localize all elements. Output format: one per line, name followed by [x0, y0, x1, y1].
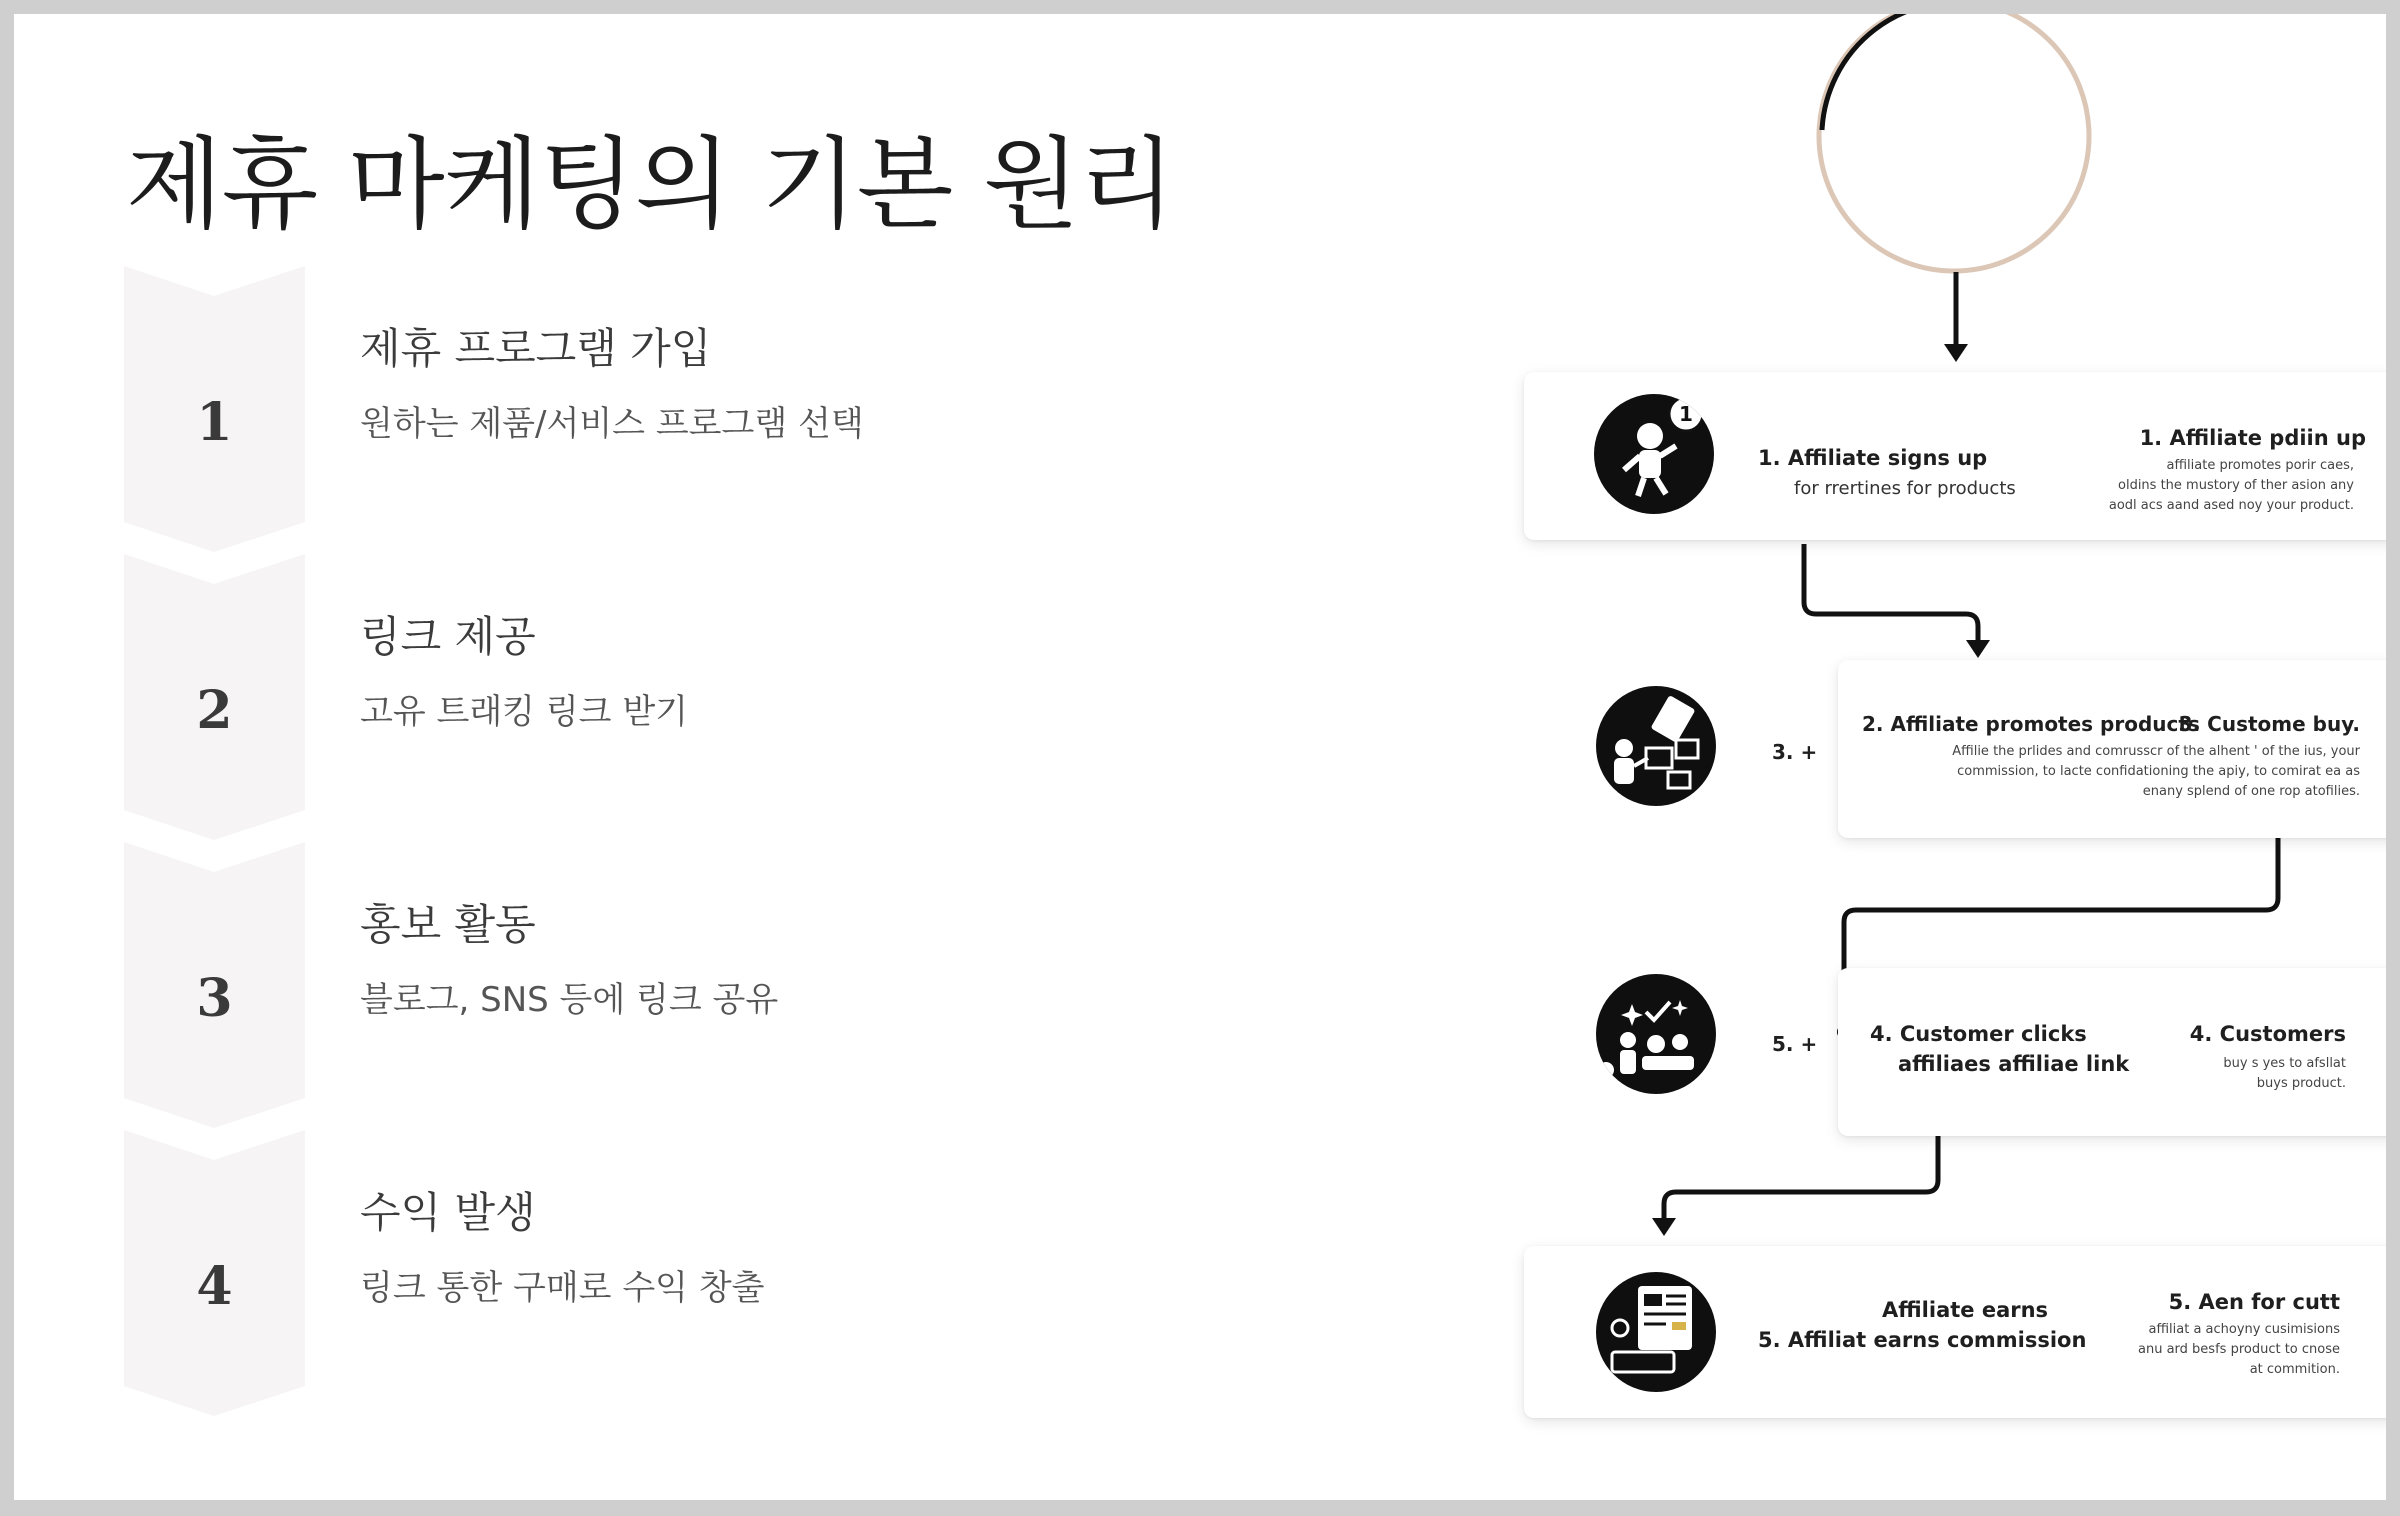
flow-card-2-title: 2. Affiliate promotes products — [1862, 712, 2200, 736]
slide — [14, 14, 2386, 1500]
flow-card-1-notes: affiliate promotes porir caes, oldins the mustory of ther asion any aodl acs aand ased noy your product. — [2108, 458, 2354, 513]
flow-card-4-subtitle: 5. Affiliat earns commission — [1758, 1328, 2087, 1352]
person-badge-icon — [1594, 394, 1714, 514]
flow-card-4-right-title: 5. Aen for cutt — [2168, 1290, 2340, 1314]
flow-card-3-title: 4. Customer clicks — [1870, 1022, 2087, 1046]
step-number: 1 — [196, 392, 233, 453]
group-celebration-icon — [1596, 974, 1716, 1094]
step-number: 3 — [196, 968, 233, 1029]
flow-marker: 5. + — [1772, 1032, 1818, 1056]
flow-card-3-right-title: 4. Customers — [2189, 1022, 2346, 1046]
step-title: 홍보 활동 — [360, 900, 536, 949]
flow-card-1-title: 1. Affiliate signs up — [1758, 446, 1988, 470]
step-description: 블로그, SNS 등에 링크 공유 — [360, 980, 779, 1020]
step-title: 수익 발생 — [360, 1188, 536, 1237]
presenter-board-icon — [1596, 686, 1716, 806]
step-number: 4 — [196, 1256, 233, 1317]
flow-card-2-notes: Affilie the prlides and comrusscr of the alhent ' of the ius, your commission, to lacte confidationing the apiy, to comirat ea as enany splend of one rop atofilies. — [1952, 744, 2360, 799]
flow-card-4-title: Affiliate earns — [1882, 1298, 2049, 1322]
flow-card-4-notes: affiliat a achoyny cusimisions anu ard besfs product to cnose at commition. — [2138, 1322, 2340, 1377]
flow-card-2-right-title: 3. Custome buy. — [2178, 712, 2360, 736]
step-title: 링크 제공 — [360, 612, 536, 661]
flow-card-3-notes: buy s yes to afsllat buys product. — [2223, 1056, 2346, 1091]
flow-card-3-subtitle: affiliaes affiliae link — [1898, 1052, 2130, 1076]
flow-card-1-right-title: 1. Affiliate pdiin up — [2139, 426, 2366, 450]
page-title: 제휴 마케팅의 기본 원리 — [126, 126, 1175, 243]
badge-number: 1 — [1679, 402, 1693, 426]
step-number: 2 — [196, 680, 233, 741]
step-title: 제휴 프로그램 가입 — [360, 324, 712, 373]
step-description: 원하는 제품/서비스 프로그램 선택 — [360, 404, 864, 444]
payment-screen-icon — [1596, 1272, 1716, 1392]
flow-marker: 3. + — [1772, 740, 1818, 764]
flow-card-1-subtitle: for rrertines for products — [1794, 478, 2016, 499]
step-description: 링크 통한 구매로 수익 창출 — [360, 1268, 765, 1308]
step-description: 고유 트래킹 링크 받기 — [360, 692, 689, 732]
